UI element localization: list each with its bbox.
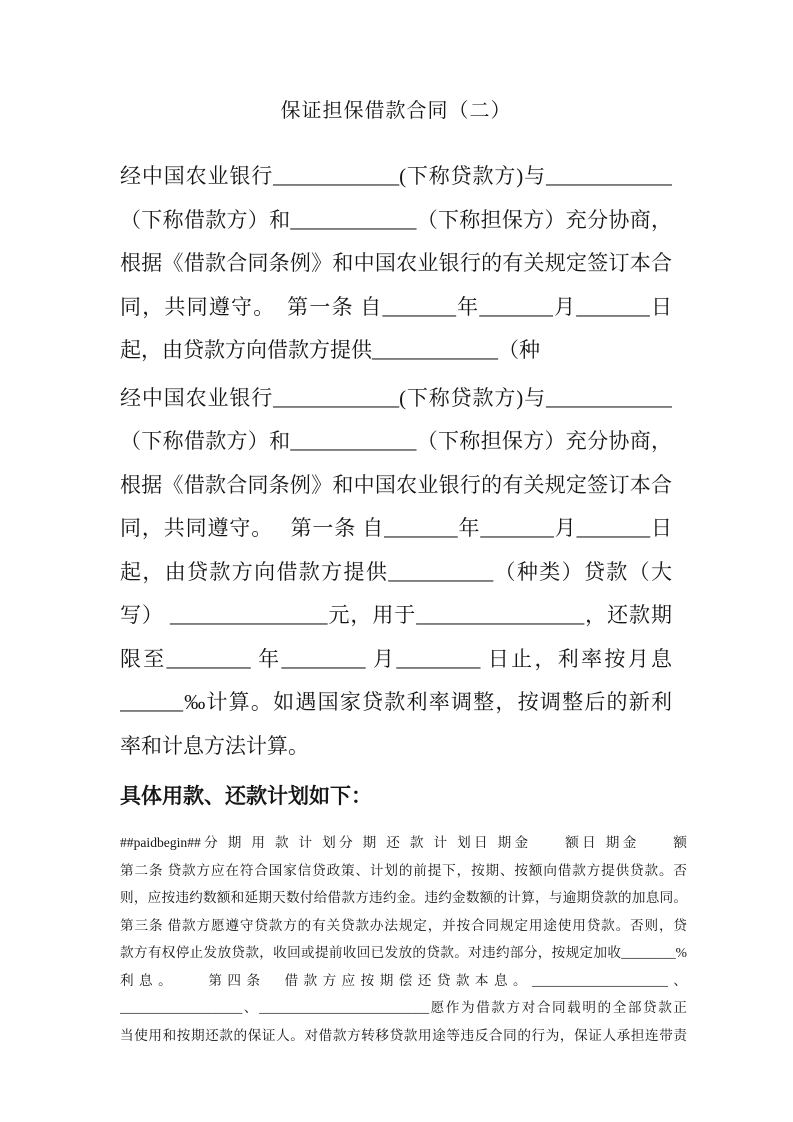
text-line: 同，共同遵守。 第一条 自_______年_______月_______日 [120, 516, 672, 540]
text-line: 第二条 贷款方应在符合国家信贷政策、计划的前提下，按期、按额向借款方提供贷款。否 [120, 862, 687, 878]
text-line: （下称借款方）和____________（下称担保方）充分协商， [120, 429, 672, 453]
fine-print-terms [120, 829, 687, 1049]
text-line: 限至________ 年________ 月________ 日止，利率按月息 [120, 646, 672, 671]
text-line: __________________、_________________________愿作为借款方对合同载明的全部贷款正 [120, 1000, 687, 1015]
text-line: （下称借款方）和____________（下称担保方）充分协商， [120, 207, 672, 232]
document-title: 保证担保借款合同（二） [280, 100, 512, 122]
intro-paragraph-first [120, 155, 672, 373]
text-line: 利息。 第四条 借款方应按期偿还贷款本息。____________________、 [120, 972, 687, 988]
text-line: 起，由贷款方向借款方提供__________（种类）贷款（大 [120, 559, 672, 584]
text-line: 款方有权停止发放贷款，收回或提前收回已发放的贷款。对违约部分，按规定加收________% [120, 945, 687, 960]
text-line: 则，应按违约数额和延期天数付给借款方违约金。违约金数额的计算，与逾期贷款的加息同。 [120, 890, 687, 905]
text-line: 写） _______________元，用于________________，还款期 [120, 603, 672, 627]
intro-paragraph-second [120, 377, 672, 769]
text-line: ##paidbegin##分 期 用 款 计 划分 期 还 款 计 划日 期金 额日 期金 额 [120, 835, 687, 850]
repayment-plan-heading: 具体用款、还款计划如下： [120, 784, 372, 808]
text-line: 率和计息方法计算。 [120, 733, 309, 758]
text-line: 当使用和按期还款的保证人。对借款方转移贷款用途等违反合同的行为，保证人承担连带责 [120, 1027, 687, 1043]
text-line: 起，由贷款方向借款方提供____________（种 [120, 338, 540, 362]
text-line: 根据《借款合同条例》和中国农业银行的有关规定签订本合 [120, 251, 672, 275]
text-line: 经中国农业银行____________(下称贷款方)与____________ [120, 385, 672, 410]
text-line: 经中国农业银行____________(下称贷款方)与____________ [120, 164, 672, 188]
text-line: 同，共同遵守。 第一条 自_______年_______月_______日 [120, 294, 672, 319]
text-line: 根据《借款合同条例》和中国农业银行的有关规定签订本合 [120, 472, 672, 497]
text-line: 第三条 借款方愿遵守贷款方的有关贷款办法规定，并按合同规定用途使用贷款。否则，贷 [120, 917, 687, 933]
text-line: ______‰计算。如遇国家贷款利率调整，按调整后的新利 [120, 690, 672, 714]
